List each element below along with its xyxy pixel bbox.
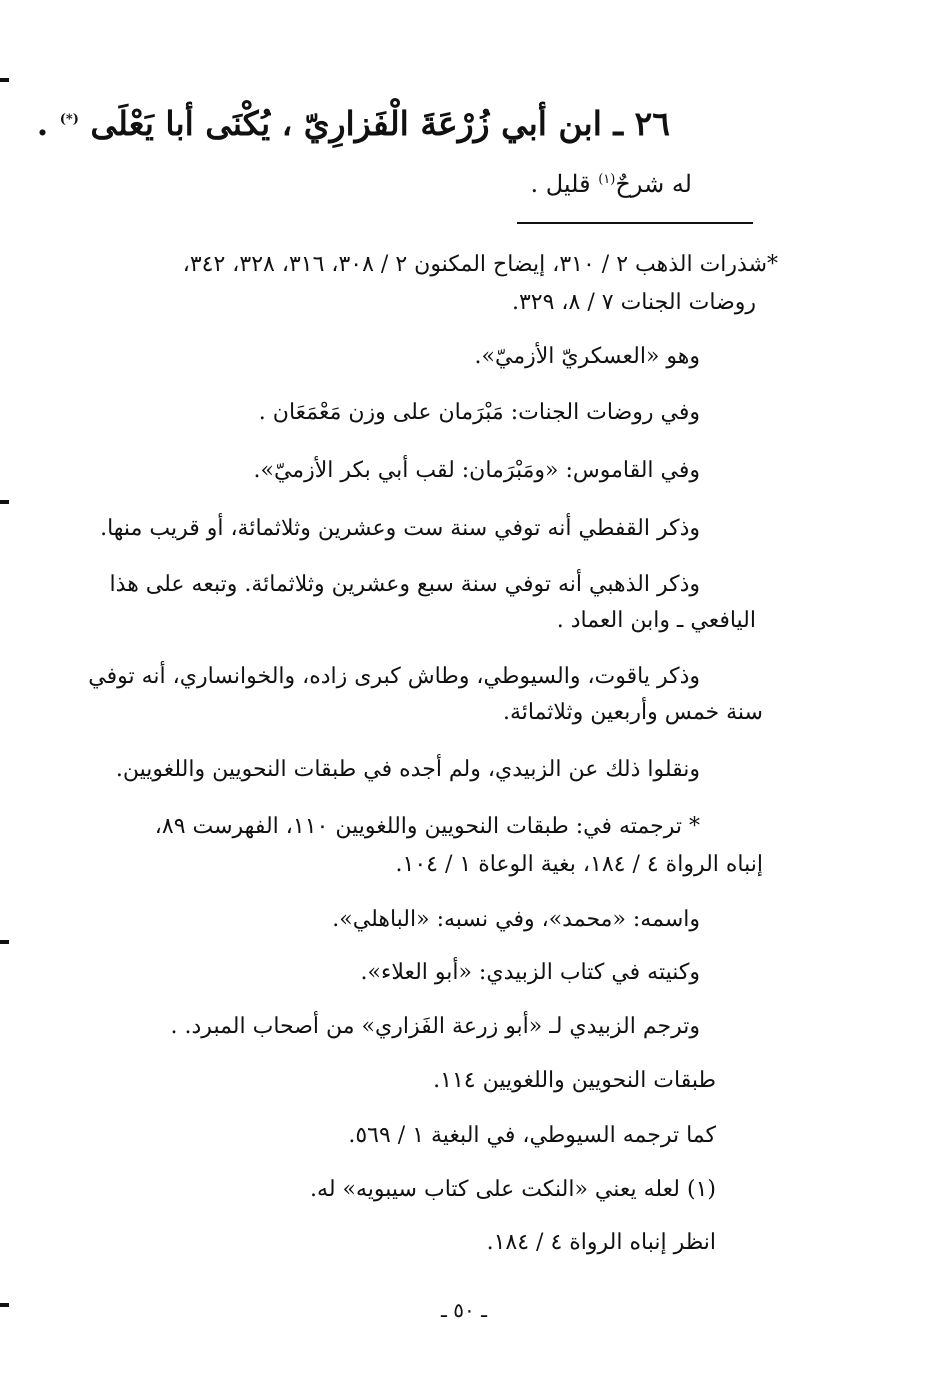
- entry-subtitle-text: له شرحٌ: [615, 170, 692, 198]
- footnote: (١) لعله يعني «النكت على كتاب سيبويه» له.: [310, 1177, 716, 1202]
- entry-subtitle: [530, 165, 692, 199]
- scan-edge-mark: [0, 940, 9, 944]
- note-paragraph-continued: سنة خمس وأربعين وثلاثمائة.: [502, 700, 763, 725]
- note-paragraph: واسمه: «محمد»، وفي نسبه: «الباهلي».: [332, 907, 700, 932]
- footnote-separator: [517, 222, 753, 224]
- note-paragraph: وهو «العسكريّ الأزميّ».: [474, 344, 700, 369]
- translation-sources: * ترجمته في: طبقات النحويين واللغويين ١١٠، الفهرست ٨٩،: [154, 814, 700, 839]
- note-paragraph: وذكر القفطي أنه توفي سنة ست وعشرين وثلاثمائة، أو قريب منها.: [100, 516, 700, 541]
- note-paragraph: طبقات النحويين واللغويين ١١٤.: [433, 1068, 716, 1093]
- entry-title-text: ٢٦ ـ ابن أبي زُرْعَةَ الْفَزارِيّ ، يُكْنَى أبا يَعْلَى: [78, 104, 670, 143]
- scan-edge-mark: [0, 500, 9, 504]
- note-paragraph: وترجم الزبيدي لـ «أبو زرعة الفَزاري» من أصحاب المبرد. .: [170, 1014, 700, 1039]
- note-paragraph: وفي روضات الجنات: مَبْرَمان على وزن مَعْمَعَان .: [258, 400, 700, 425]
- note-paragraph: وكنيته في كتاب الزبيدي: «أبو العلاء».: [360, 960, 700, 985]
- note-paragraph: وذكر ياقوت، والسيوطي، وطاش كبرى زاده، والخوانساري، أنه توفي: [88, 664, 700, 689]
- sources-line: روضات الجنات ٧ / ٨، ٣٢٩.: [511, 290, 756, 315]
- footnote-reference: انظر إنباه الرواة ٤ / ١٨٤.: [486, 1230, 716, 1255]
- footnote-ref: (١): [598, 172, 616, 187]
- sources-line: *شذرات الذهب ٢ / ٣١٠، إيضاح المكنون ٢ / ٣٠٨، ٣١٦، ٣٢٨، ٣٤٢،: [182, 252, 778, 277]
- entry-title: [37, 98, 670, 146]
- entry-title-marker: (*): [59, 112, 79, 127]
- note-paragraph: وفي القاموس: «ومَبْرَمان: لقب أبي بكر الأزميّ».: [253, 458, 700, 483]
- note-paragraph-continued: اليافعي ـ وابن العماد .: [556, 608, 756, 633]
- page-number: ـ ٥٠ ـ: [441, 1298, 487, 1322]
- translation-sources-continued: إنباه الرواة ٤ / ١٨٤، بغية الوعاة ١ / ١٠٤.: [395, 852, 763, 877]
- note-paragraph: كما ترجمه السيوطي، في البغية ١ / ٥٦٩.: [348, 1123, 716, 1148]
- entry-title-end: .: [36, 104, 60, 143]
- scan-edge-mark: [0, 78, 9, 82]
- note-paragraph: وذكر الذهبي أنه توفي سنة سبع وعشرين وثلاثمائة. وتبعه على هذا: [109, 572, 700, 597]
- entry-subtitle-rest: قليل .: [530, 170, 599, 198]
- note-paragraph: ونقلوا ذلك عن الزبيدي، ولم أجده في طبقات النحويين واللغويين.: [115, 757, 700, 782]
